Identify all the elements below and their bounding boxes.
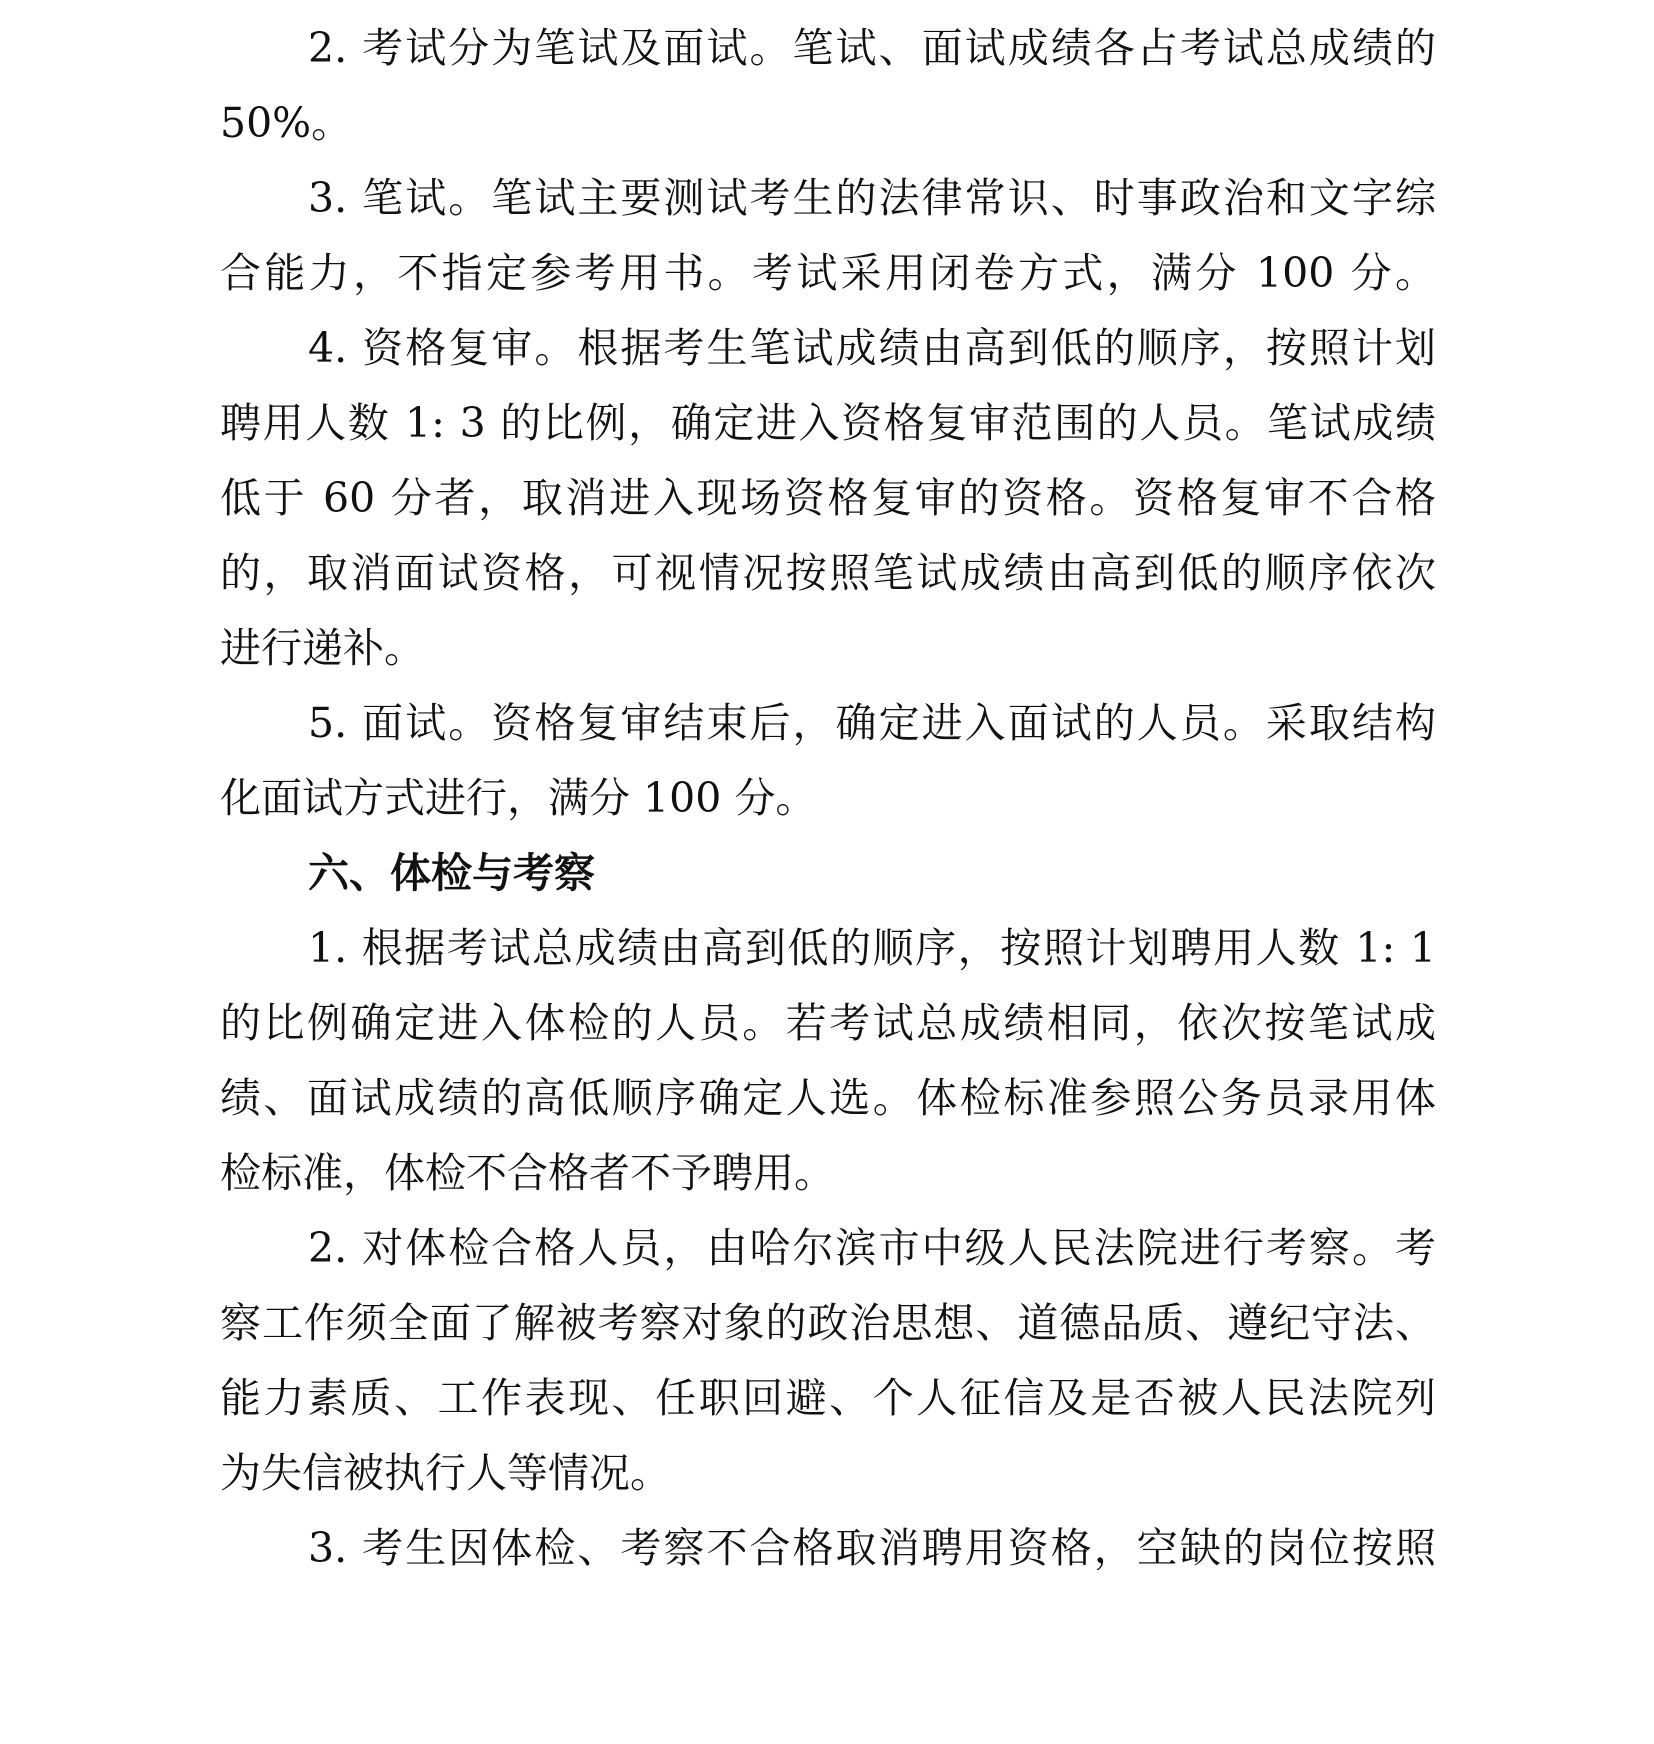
paragraph-line: 2. 考试分为笔试及面试。笔试、面试成绩各占考试总成绩的: [308, 24, 1436, 72]
paragraph-line: 能力素质、工作表现、任职回避、个人征信及是否被人民法院列: [220, 1374, 1436, 1422]
paragraph-line: 绩、面试成绩的高低顺序确定人选。体检标准参照公务员录用体: [220, 1074, 1436, 1122]
section-heading: 六、体检与考察: [308, 849, 595, 897]
paragraph-line: 5. 面试。资格复审结束后，确定进入面试的人员。采取结构: [308, 699, 1436, 747]
paragraph-line: 为失信被执行人等情况。: [220, 1449, 671, 1497]
paragraph-line: 进行递补。: [220, 624, 425, 672]
paragraph-line: 2. 对体检合格人员，由哈尔滨市中级人民法院进行考察。考: [308, 1224, 1436, 1272]
paragraph-line: 检标准，体检不合格者不予聘用。: [220, 1149, 835, 1197]
paragraph-line: 50%。: [220, 99, 353, 147]
paragraph-line: 4. 资格复审。根据考生笔试成绩由高到低的顺序，按照计划: [308, 324, 1436, 372]
paragraph-line: 合能力，不指定参考用书。考试采用闭卷方式，满分 100 分。: [220, 249, 1436, 297]
paragraph-line: 1. 根据考试总成绩由高到低的顺序，按照计划聘用人数 1: 1: [308, 924, 1436, 972]
paragraph-line: 3. 笔试。笔试主要测试考生的法律常识、时事政治和文字综: [308, 174, 1436, 222]
paragraph-line: 的，取消面试资格，可视情况按照笔试成绩由高到低的顺序依次: [220, 549, 1436, 597]
paragraph-line: 聘用人数 1: 3 的比例，确定进入资格复审范围的人员。笔试成绩: [220, 399, 1436, 447]
paragraph-line: 的比例确定进入体检的人员。若考试总成绩相同，依次按笔试成: [220, 999, 1436, 1047]
paragraph-line: 化面试方式进行，满分 100 分。: [220, 774, 817, 822]
paragraph-line: 低于 60 分者，取消进入现场资格复审的资格。资格复审不合格: [220, 474, 1436, 522]
paragraph-line: 察工作须全面了解被考察对象的政治思想、道德品质、遵纪守法、: [220, 1299, 1436, 1347]
paragraph-line: 3. 考生因体检、考察不合格取消聘用资格，空缺的岗位按照: [308, 1524, 1436, 1572]
